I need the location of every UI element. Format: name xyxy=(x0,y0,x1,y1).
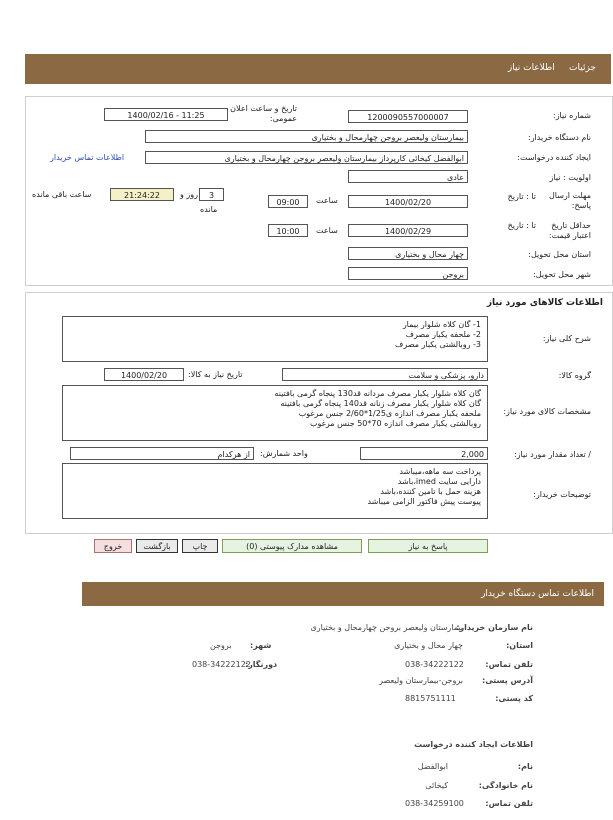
exit-button[interactable]: خروج xyxy=(94,539,132,553)
validity-label: حداقل تاریخ اعتبار قیمت: xyxy=(548,221,591,240)
validity-until-label: تا : تاریخ xyxy=(507,221,536,230)
notes-line: پیوست پیش فاکتور الزامی میباشد xyxy=(367,497,481,506)
deadline-label: مهلت ارسال پاسخ: xyxy=(548,191,591,210)
contact-address-label: آدرس پستی: xyxy=(482,676,533,685)
announce-label: تاریخ و ساعت اعلان عمومی: xyxy=(230,104,297,123)
days-field: 3 xyxy=(199,188,224,201)
specs-label: مشخصات کالای مورد نیاز: xyxy=(503,407,591,416)
contact-fax: 038-34222122 xyxy=(192,660,251,669)
notes-line: دارایی سایت imed،باشد xyxy=(397,477,481,486)
contact-province-label: استان: xyxy=(506,641,533,650)
remaining-label: ساعت باقی مانده xyxy=(32,190,92,199)
buyer-contact-link[interactable]: اطلاعات تماس خریدار xyxy=(50,153,125,162)
qty-field: 2,000 xyxy=(360,447,488,460)
announce-date-field: 1400/02/16 - 11:25 xyxy=(104,108,228,121)
contact-address: بروجن-بیمارستان ولیعصر xyxy=(379,676,463,685)
notes-line: پرداخت سه ماهه،میباشد xyxy=(399,467,481,476)
notes-label: توضیحات خریدار: xyxy=(533,490,591,499)
summary-line: 2- ملحفه یکبار مصرف xyxy=(405,330,481,339)
creator-name-label: نام: xyxy=(517,762,533,771)
contact-title-bar xyxy=(82,582,604,606)
creator-phone-label: تلفن تماس: xyxy=(485,799,533,808)
summary-line: 3- روبالشتی یکبار مصرف xyxy=(395,340,481,349)
attachments-button[interactable]: مشاهده مدارک پیوستی (0) xyxy=(222,539,362,553)
need-date-label: تاریخ نیاز به کالا: xyxy=(188,370,243,379)
specs-field xyxy=(62,385,488,441)
contact-phone: 038-34222122 xyxy=(405,660,464,669)
back-button[interactable]: بازگشت xyxy=(136,539,178,553)
contact-buyer-name: بیمارستان ولیعصر بروجن چهارمحال و بختیاری xyxy=(310,623,463,632)
print-button[interactable]: چاپ xyxy=(182,539,218,553)
goods-title: اطلاعات کالاهای مورد نیاز xyxy=(486,298,603,308)
breadcrumb xyxy=(508,63,596,73)
validity-date-field: 1400/02/29 xyxy=(348,224,468,237)
group-field: دارو، پزشکی و سلامت xyxy=(282,368,488,381)
group-label: گروه کالا: xyxy=(558,371,591,380)
specs-line: گان کلاه شلوار یکبار مصرف مردانه قد130 پنجاه گرمی بافتینه xyxy=(274,389,481,398)
contact-province: چهار محال و بختیاری xyxy=(394,641,463,650)
days-label: روز و xyxy=(180,190,198,199)
validity-hour-label: ساعت xyxy=(316,226,338,235)
city-label: شهر محل تحویل: xyxy=(533,270,591,279)
breadcrumb-need-info: اطلاعات نیاز xyxy=(507,63,555,73)
days-remaining-label: مانده xyxy=(200,205,218,214)
requester-field: ابوالفضل کیخائی کارپرداز بیمارستان ولیعصر بروجن چهارمحال و بختیاری xyxy=(145,151,468,164)
buyer-org-label: نام دستگاه خریدار: xyxy=(528,133,591,142)
creator-family-label: نام خانوادگی: xyxy=(478,781,533,790)
city-field: بروجن xyxy=(348,267,468,280)
deadline-date-field: 1400/02/20 xyxy=(348,195,468,208)
contact-postal: 8815751111 xyxy=(405,694,456,703)
contact-postal-label: کد پستی: xyxy=(495,694,533,703)
contact-city-label: شهر: xyxy=(250,641,272,650)
province-label: استان محل تحویل: xyxy=(528,250,591,259)
priority-label: اولویت : نیاز xyxy=(549,173,591,182)
need-date-field: 1400/02/20 xyxy=(104,368,184,381)
creator-phone: 038-34259100 xyxy=(405,799,464,808)
breadcrumb-details[interactable]: جزئیات xyxy=(569,63,596,73)
creator-family: کیخائی xyxy=(425,781,448,790)
contact-fax-label: دورنگار: xyxy=(245,660,278,669)
deadline-hour-field: 09:00 xyxy=(268,195,308,208)
remaining-time-field: 21:24:22 xyxy=(110,188,174,201)
summary-line: 1- گان کلاه شلوار بیمار xyxy=(402,320,481,329)
buyer-org-field: بیمارستان ولیعصر بروجن چهارمحال و بختیاری xyxy=(145,130,468,143)
notes-field xyxy=(62,463,488,519)
deadline-hour-label: ساعت xyxy=(316,196,338,205)
need-number-field: 1200090557000007 xyxy=(348,110,468,123)
deadline-until-label: تا : تاریخ xyxy=(507,192,536,201)
contact-city: بروجن xyxy=(210,641,232,650)
specs-line: گان کلاه شلوار یکبار مصرف زنانه قد140 پنجاه گرمی بافتینه xyxy=(280,399,481,408)
summary-field xyxy=(62,316,488,362)
validity-hour-field: 10:00 xyxy=(268,224,308,237)
specs-line: روبالشتی یکبار مصرف اندازه 70*50 جنس مرغوب xyxy=(309,419,481,428)
notes-line: هزینه حمل با تامین کننده،باشد xyxy=(380,487,481,496)
contact-title: اطلاعات تماس دستگاه خریدار xyxy=(481,589,594,599)
specs-line: ملحفه یکبار مصرف اندازه ی1/25*2/60 جنس مرغوب xyxy=(298,409,481,418)
reply-button[interactable]: پاسخ به نیاز xyxy=(368,539,488,553)
contact-phone-label: تلفن تماس: xyxy=(485,660,533,669)
creator-name: ابوالفضل xyxy=(417,762,448,771)
need-number-label: شماره نیاز: xyxy=(553,111,591,120)
unit-label: واحد شمارش: xyxy=(260,449,308,458)
summary-label: شرح کلی نیاز: xyxy=(542,334,591,343)
priority-field: عادی xyxy=(348,170,468,183)
contact-buyer-name-label: نام سازمان خریدار: xyxy=(456,623,533,632)
requester-label: ایجاد کننده درخواست: xyxy=(517,153,591,162)
creator-title: اطلاعات ایجاد کننده درخواست xyxy=(414,740,533,749)
qty-label: / تعداد مقدار مورد نیاز: xyxy=(513,450,591,459)
unit-field: از هرکدام xyxy=(70,447,254,460)
province-field: چهار محال و بختیاری xyxy=(348,247,468,260)
title-bar xyxy=(25,54,611,84)
